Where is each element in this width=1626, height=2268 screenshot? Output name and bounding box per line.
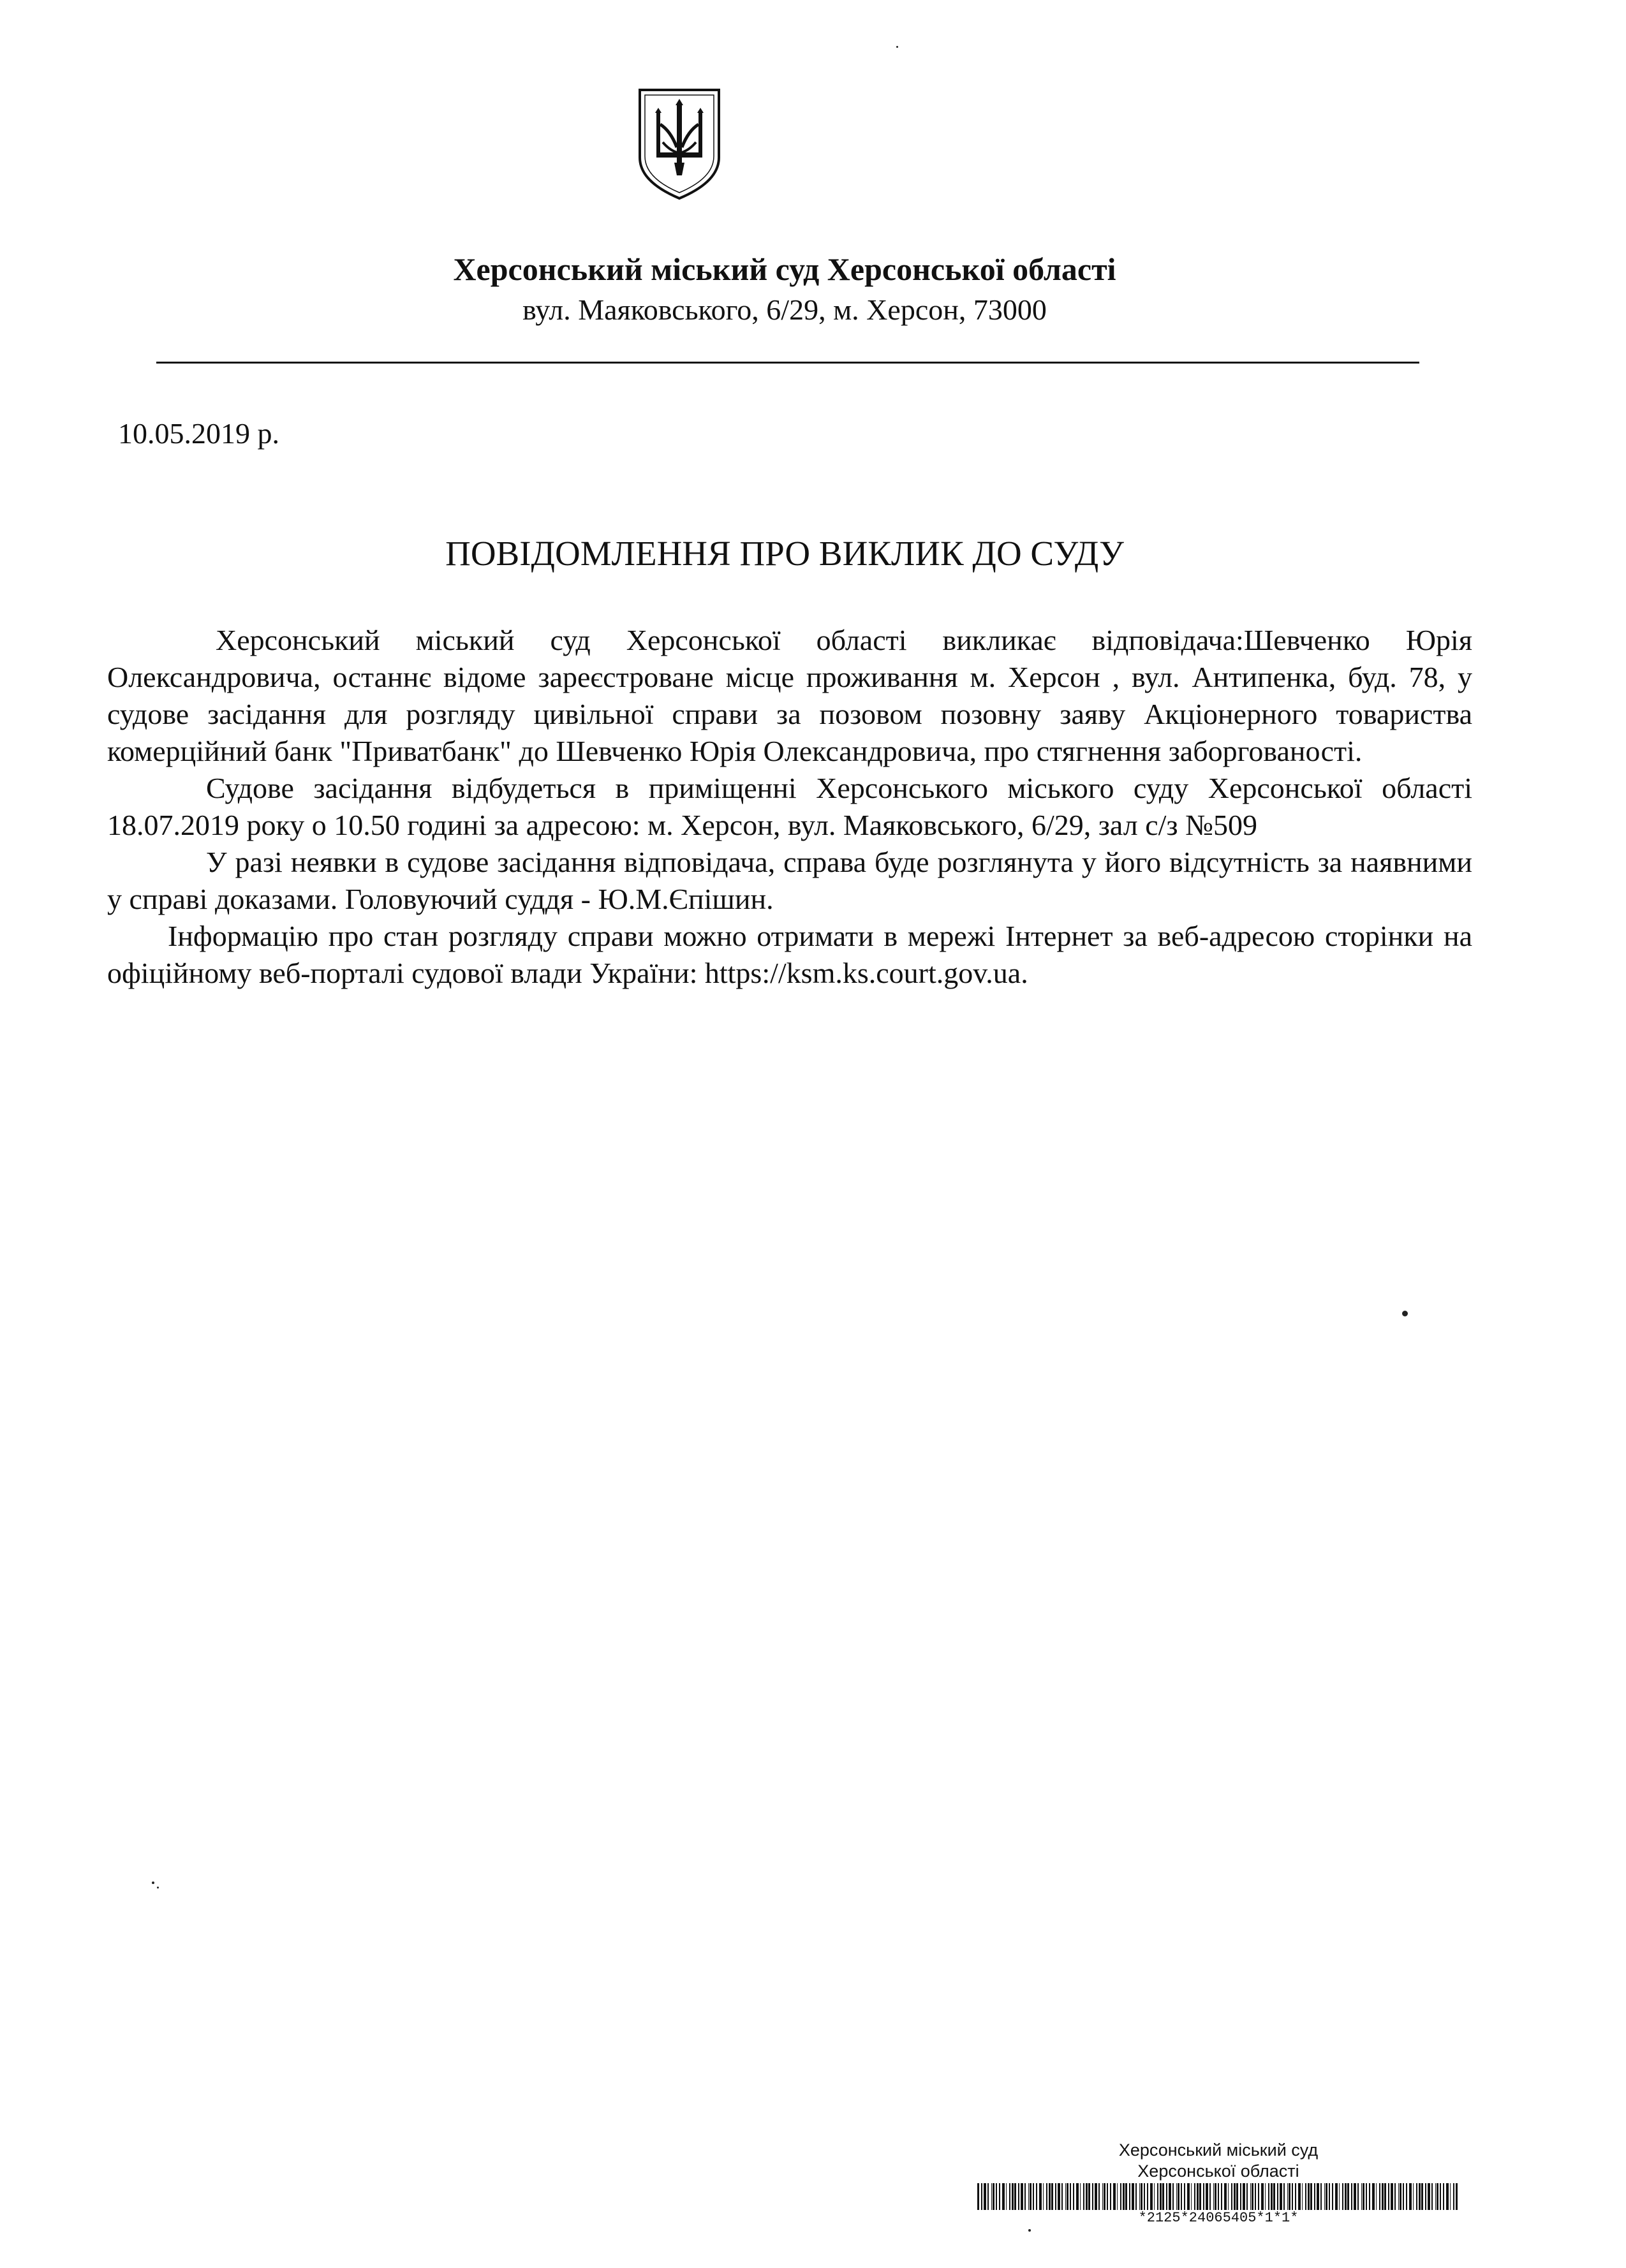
document-body xyxy=(107,622,1472,992)
scan-speck xyxy=(1028,2229,1031,2232)
body-paragraph-absence-notice: У разі неявки в судове засідання відповідача, справа буде розглянута у його відсутність за наявними у справі доказами. Головуючий суддя - Ю.М.Єпішин. xyxy=(107,846,1472,915)
stamp-region: Херсонської області xyxy=(1137,2161,1299,2181)
body-paragraph-hearing-details: Судове засідання відбудеться в приміщенні Херсонського міського суду Херсонської області 18.07.2019 року о 10.50 годині за адресою: м. Херсон, вул. Маяковського, 6/29, зал с/з №509 xyxy=(107,772,1472,841)
court-stamp xyxy=(976,2140,1461,2251)
stamp-court-name: Херсонський міський суд xyxy=(1118,2140,1319,2160)
coat-of-arms-icon xyxy=(635,86,724,201)
scan-speck xyxy=(157,1887,159,1889)
court-address: вул. Маяковського, 6/29, м. Херсон, 73000 xyxy=(522,293,1047,326)
document-title: ПОВІДОМЛЕННЯ ПРО ВИКЛИК ДО СУДУ xyxy=(445,534,1124,573)
body-paragraph-online-info: Інформацію про стан розгляду справи можно отримати в мережі Інтернет за веб-адресою сторінки на офіційному веб-порталі судової влади України: https://ksm.ks.court.gov.ua. xyxy=(107,920,1472,989)
scan-speck xyxy=(896,46,898,48)
scan-speck xyxy=(152,1881,154,1884)
scan-speck xyxy=(1402,1311,1408,1316)
barcode xyxy=(976,2183,1461,2210)
court-name: Херсонський міський суд Херсонської області xyxy=(453,251,1116,287)
header-divider xyxy=(156,362,1419,364)
document-date: 10.05.2019 р. xyxy=(118,417,279,450)
barcode-number: *2125*24065405*1*1* xyxy=(1138,2210,1299,2226)
body-paragraph-summons: Херсонський міський суд Херсонської області викликає відповідача:Шевченко Юрія Олександровича, останнє відоме зареєстроване місце проживання м. Херсон , вул. Антипенка, буд. 78, у судове засідання для розгляду цивільної справи за позовом позовну заяву Акціонерного товариства комерційний банк "Приватбанк" до Шевченко Юрія Олександровича, про стягнення заборгованості. xyxy=(107,624,1472,767)
